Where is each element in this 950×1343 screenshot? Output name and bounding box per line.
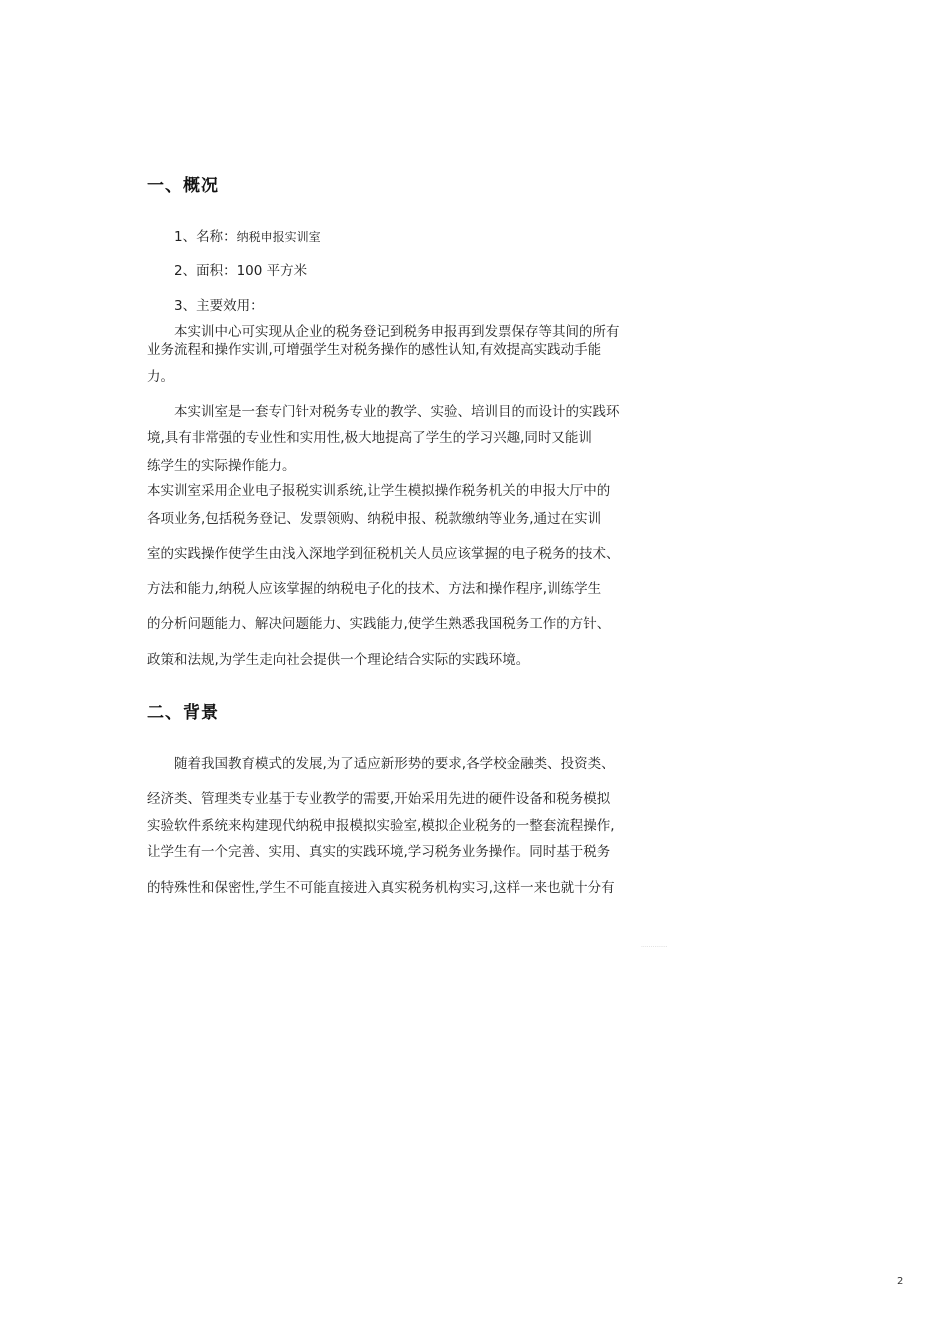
- para2-line: 练学生的实际操作能力。: [147, 458, 296, 474]
- section-heading-overview: 一、概况: [147, 176, 219, 196]
- para2-line: 境,具有非常强的专业性和实用性,极大地提高了学生的学习兴趣,同时又能训: [147, 430, 592, 446]
- para-bg-line: 随着我国教育模式的发展,为了适应新形势的要求,各学校金融类、投资类、: [174, 756, 615, 772]
- item-name: [174, 225, 321, 245]
- para3-line: 室的实践操作使学生由浅入深地学到征税机关人员应该掌握的电子税务的技术、: [147, 546, 620, 562]
- para2-line: 本实训室是一套专门针对税务专业的教学、实验、培训目的而设计的实践环: [174, 404, 620, 420]
- para-bg-line: 让学生有一个完善、实用、真实的实践环境,学习税务业务操作。同时基于税务: [147, 844, 611, 860]
- para3-line: 政策和法规,为学生走向社会提供一个理论结合实际的实践环境。: [147, 652, 530, 668]
- para1-line: 本实训中心可实现从企业的税务登记到税务申报再到发票保存等其间的所有: [174, 324, 620, 340]
- item-area-label: 2、面积：: [174, 263, 237, 279]
- para3-line: 方法和能力,纳税人应该掌握的纳税电子化的技术、方法和操作程序,训练学生: [147, 581, 602, 597]
- section-heading-background: 二、背景: [147, 703, 219, 723]
- item-name-value: 纳税申报实训室: [236, 230, 321, 244]
- para1-line: 业务流程和操作实训,可增强学生对税务操作的感性认知,有效提高实践动手能: [147, 342, 602, 358]
- para3-line: 的分析问题能力、解决问题能力、实践能力,使学生熟悉我国税务工作的方针、: [147, 616, 611, 632]
- dotted-leader: ..............: [641, 942, 668, 949]
- page-number: 2: [897, 1276, 904, 1287]
- item-effect: 3、主要效用：: [174, 298, 264, 314]
- para3-line: 各项业务,包括税务登记、发票领购、纳税申报、税款缴纳等业务,通过在实训: [147, 511, 602, 527]
- para-bg-line: 经济类、管理类专业基于专业教学的需要,开始采用先进的硬件设备和税务模拟: [147, 791, 611, 807]
- item-name-label: 1、名称：: [174, 229, 237, 245]
- item-area-value: 100 平方米: [236, 263, 308, 279]
- para3-line: 本实训室采用企业电子报税实训系统,让学生模拟操作税务机关的申报大厅中的: [147, 483, 611, 499]
- item-area: [174, 259, 307, 279]
- para-bg-line: 实验软件系统来构建现代纳税申报模拟实验室,模拟企业税务的一整套流程操作,: [147, 818, 615, 834]
- para-bg-line: 的特殊性和保密性,学生不可能直接进入真实税务机构实习,这样一来也就十分有: [147, 880, 615, 896]
- para1-line: 力。: [147, 369, 174, 385]
